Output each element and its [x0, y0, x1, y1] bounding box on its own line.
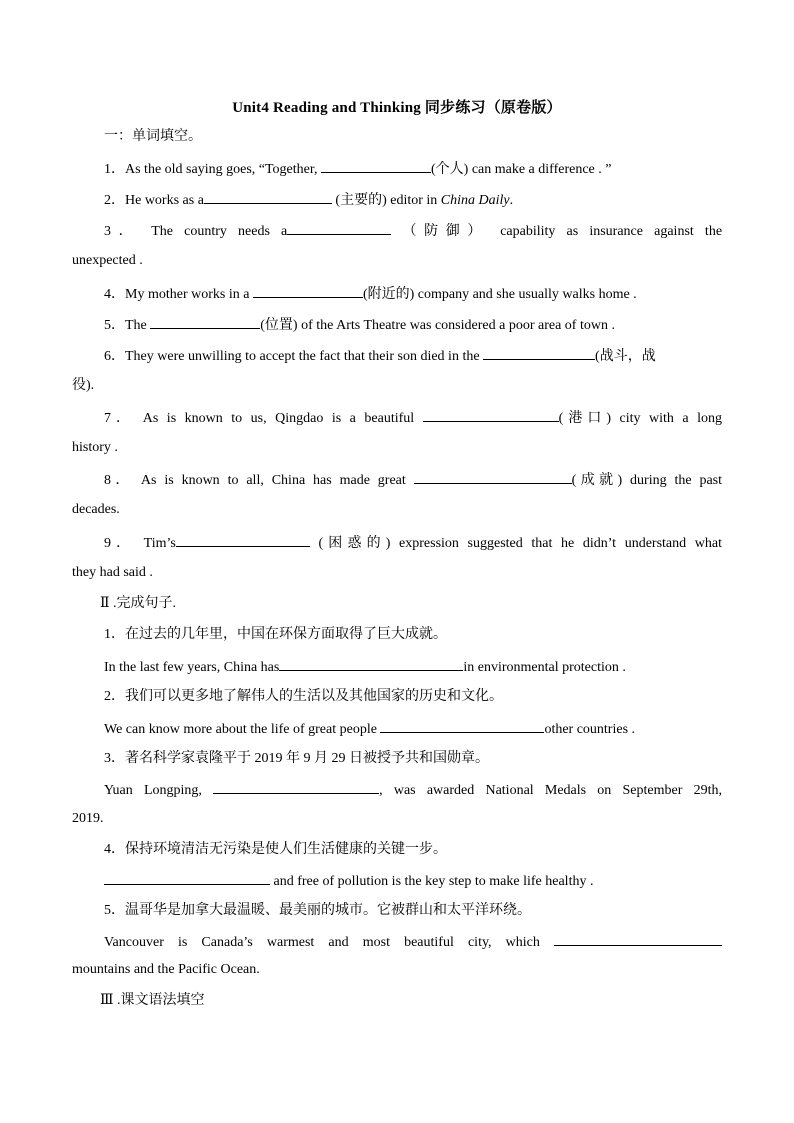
- question-7: 7． As is known to us, Qingdao is a beautiful (港口) city with a long: [104, 406, 722, 428]
- sentence-3-english: Yuan Longping, , was awarded National Medals on September 29th,: [104, 778, 722, 800]
- answer-blank[interactable]: [423, 406, 559, 422]
- question-9-continued: they had said .: [72, 565, 153, 580]
- sentence-3-chinese: 3．著名科学家袁隆平于 2019 年 9 月 29 日被授予共和国勋章。: [104, 751, 489, 766]
- answer-blank[interactable]: [253, 282, 363, 298]
- answer-blank[interactable]: [483, 344, 595, 360]
- sentence-2-chinese: 2．我们可以更多地了解伟人的生活以及其他国家的历史和文化。: [104, 689, 503, 704]
- sentence-4-chinese: 4．保持环境清洁无污染是使人们生活健康的关键一步。: [104, 842, 447, 857]
- question-1: 1．As the old saying goes, “Together, (个人) can make a difference . ”: [104, 157, 722, 179]
- question-3-continued: unexpected .: [72, 253, 143, 268]
- question-5: 5．The (位置) of the Arts Theatre was considered a poor area of town .: [104, 313, 722, 335]
- question-8-continued: decades.: [72, 502, 120, 517]
- question-9: 9． Tim’s (困惑的) expression suggested that he didn’t understand what: [104, 531, 722, 553]
- answer-blank[interactable]: [380, 717, 544, 733]
- sentence-3-continued: 2019.: [72, 811, 104, 826]
- question-7-continued: history .: [72, 440, 118, 455]
- sentence-1-chinese: 1．在过去的几年里，中国在环保方面取得了巨大成就。: [104, 627, 447, 642]
- section-3-heading: Ⅲ .课文语法填空: [100, 993, 205, 1008]
- question-6-continued: 役).: [72, 378, 95, 393]
- question-4: 4．My mother works in a (附近的) company and she usually walks home .: [104, 282, 722, 304]
- answer-blank[interactable]: [176, 531, 310, 547]
- answer-blank[interactable]: [414, 468, 572, 484]
- sentence-1-english: In the last few years, China has in environmental protection .: [104, 655, 722, 677]
- question-8: 8． As is known to all, China has made great (成就) during the past: [104, 468, 722, 490]
- sentence-5-continued: mountains and the Pacific Ocean.: [72, 962, 260, 977]
- page-title: Unit4 Reading and Thinking 同步练习（原卷版）: [232, 100, 562, 116]
- answer-blank[interactable]: [321, 157, 431, 173]
- question-3: 3． The country needs a （防御） capability as insurance against the: [104, 219, 722, 241]
- answer-blank[interactable]: [204, 188, 332, 204]
- answer-blank[interactable]: [213, 778, 379, 794]
- section-1-heading: 一：单词填空。: [104, 129, 202, 144]
- sentence-2-english: We can know more about the life of great people other countries .: [104, 717, 722, 739]
- answer-blank[interactable]: [150, 313, 260, 329]
- answer-blank[interactable]: [287, 219, 391, 235]
- section-2-heading: Ⅱ .完成句子.: [100, 596, 177, 611]
- sentence-4-english: and free of pollution is the key step to make life healthy .: [104, 869, 722, 891]
- question-6: 6．They were unwilling to accept the fact that their son died in the (战斗，战: [104, 344, 722, 366]
- answer-blank[interactable]: [554, 930, 722, 946]
- answer-blank[interactable]: [279, 655, 463, 671]
- sentence-5-english: Vancouver is Canada’s warmest and most beautiful city, which: [104, 930, 722, 952]
- question-2: 2．He works as a (主要的) editor in China Daily.: [104, 188, 722, 210]
- answer-blank[interactable]: [104, 869, 270, 885]
- sentence-5-chinese: 5．温哥华是加拿大最温暖、最美丽的城市。它被群山和太平洋环绕。: [104, 903, 531, 918]
